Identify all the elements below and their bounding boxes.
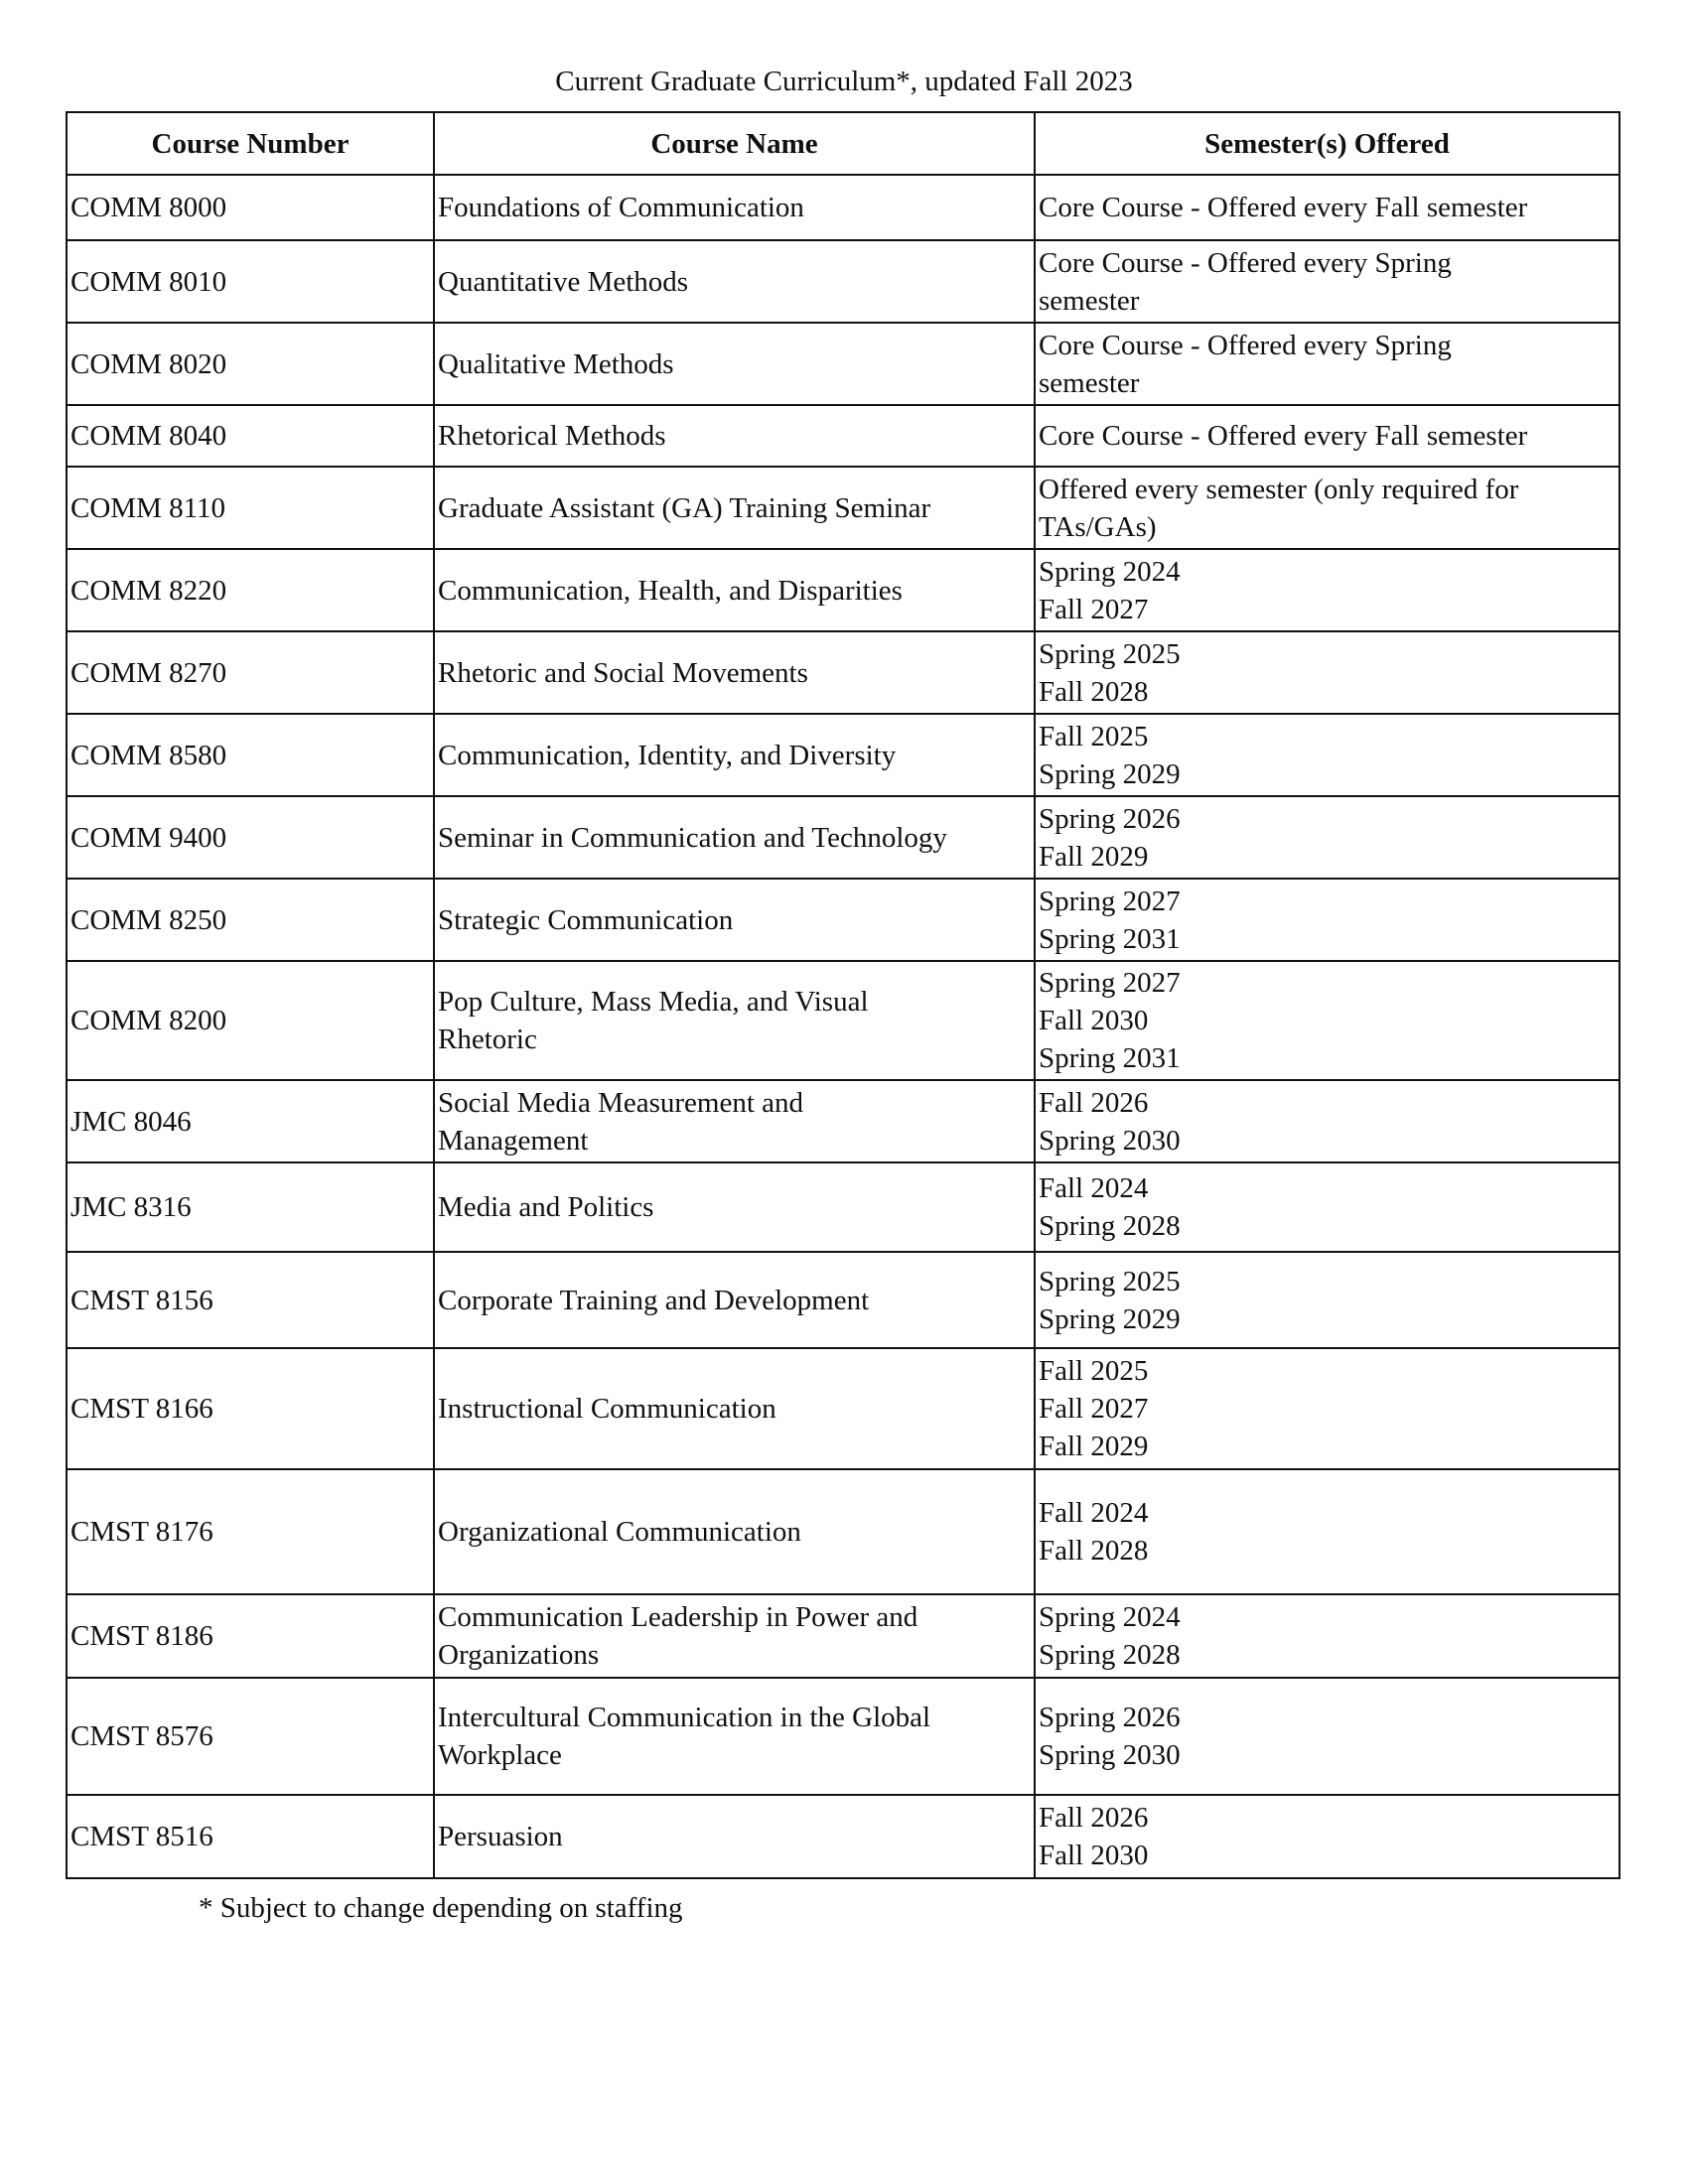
semester-line: Spring 2028	[1039, 1639, 1181, 1671]
table-row	[67, 467, 1619, 549]
course-name-line: Graduate Assistant (GA) Training Seminar	[438, 491, 931, 524]
semester-line: Spring 2026	[1039, 802, 1181, 835]
course-name-cell	[434, 1162, 1035, 1252]
course-name-line: Corporate Training and Development	[438, 1284, 870, 1316]
semesters-offered-cell	[1035, 1678, 1619, 1795]
semesters-offered-cell	[1035, 879, 1619, 961]
table-row	[67, 323, 1619, 405]
semester-line: Spring 2028	[1039, 1210, 1181, 1242]
semester-line: semester	[1039, 284, 1140, 317]
table-row	[67, 1348, 1619, 1469]
course-number-cell: COMM 8110	[67, 467, 434, 549]
course-number-cell: COMM 8020	[67, 323, 434, 405]
semester-line: Spring 2030	[1039, 1124, 1181, 1157]
course-name-cell	[434, 1252, 1035, 1348]
semester-line: Spring 2031	[1039, 922, 1181, 955]
course-name-line: Qualitative Methods	[438, 347, 674, 380]
semesters-offered-cell	[1035, 240, 1619, 323]
table-row	[67, 796, 1619, 879]
course-number-cell: CMST 8176	[67, 1469, 434, 1594]
header-course-number: Course Number	[67, 112, 434, 175]
table-row	[67, 549, 1619, 631]
course-name-line: Seminar in Communication and Technology	[438, 821, 947, 854]
course-number-cell: JMC 8046	[67, 1080, 434, 1162]
course-name-line: Organizations	[438, 1639, 600, 1671]
semester-line: Fall 2025	[1039, 720, 1149, 752]
course-name-cell	[434, 1594, 1035, 1678]
course-number-cell: COMM 8270	[67, 631, 434, 714]
semester-line: Fall 2027	[1039, 1393, 1149, 1425]
course-name-line: Intercultural Communication in the Global	[438, 1702, 931, 1733]
semester-line: Spring 2027	[1039, 967, 1181, 999]
course-name-line: Organizational Communication	[438, 1516, 801, 1548]
semesters-offered-cell	[1035, 1162, 1619, 1252]
course-number-cell: COMM 8040	[67, 405, 434, 467]
semesters-offered-cell	[1035, 1795, 1619, 1878]
course-name-cell	[434, 549, 1035, 631]
semester-line: Fall 2024	[1039, 1172, 1149, 1204]
course-name-cell	[434, 240, 1035, 323]
course-name-cell	[434, 1469, 1035, 1594]
semesters-offered-cell	[1035, 1080, 1619, 1162]
course-name-line: Foundations of Communication	[438, 192, 804, 223]
semester-line: Spring 2024	[1039, 555, 1181, 588]
course-number-cell: CMST 8516	[67, 1795, 434, 1878]
course-name-cell	[434, 631, 1035, 714]
course-name-line: Instructional Communication	[438, 1393, 776, 1425]
course-name-cell	[434, 879, 1035, 961]
course-name-line: Quantitative Methods	[438, 265, 689, 298]
course-number-cell: CMST 8156	[67, 1252, 434, 1348]
course-name-line: Pop Culture, Mass Media, and Visual	[438, 986, 869, 1018]
table-row	[67, 1469, 1619, 1594]
semester-line: Fall 2030	[1039, 1005, 1149, 1036]
semesters-offered-cell	[1035, 405, 1619, 467]
table-row	[67, 714, 1619, 796]
semester-line: Fall 2027	[1039, 593, 1149, 625]
semesters-offered-cell	[1035, 323, 1619, 405]
table-row	[67, 1678, 1619, 1795]
semesters-offered-cell	[1035, 714, 1619, 796]
table-row	[67, 1252, 1619, 1348]
course-number-cell: COMM 8200	[67, 961, 434, 1080]
course-name-line: Communication, Identity, and Diversity	[438, 739, 897, 771]
course-name-cell	[434, 175, 1035, 240]
semester-line: Spring 2030	[1039, 1739, 1181, 1771]
course-number-cell: CMST 8186	[67, 1594, 434, 1678]
semesters-offered-cell	[1035, 961, 1619, 1080]
semesters-offered-cell	[1035, 549, 1619, 631]
course-name-cell	[434, 1678, 1035, 1795]
semester-line: Spring 2029	[1039, 757, 1181, 790]
semester-line: Fall 2030	[1039, 1840, 1149, 1871]
course-name-cell	[434, 467, 1035, 549]
course-name-cell	[434, 1348, 1035, 1469]
semester-line: Fall 2024	[1039, 1497, 1149, 1529]
table-row	[67, 240, 1619, 323]
table-row	[67, 1795, 1619, 1878]
course-name-line: Workplace	[438, 1739, 562, 1771]
semesters-offered-cell	[1035, 1348, 1619, 1469]
semester-line: Spring 2025	[1039, 637, 1181, 670]
semester-line: Core Course - Offered every Fall semester	[1039, 420, 1528, 452]
semester-line: Core Course - Offered every Fall semester	[1039, 192, 1528, 223]
semester-line: Spring 2027	[1039, 885, 1181, 917]
semester-line: Core Course - Offered every Spring	[1039, 246, 1452, 279]
curriculum-table	[66, 111, 1620, 1879]
course-name-line: Communication, Health, and Disparities	[438, 574, 903, 607]
semester-line: Fall 2026	[1039, 1086, 1149, 1119]
course-name-cell	[434, 323, 1035, 405]
semester-line: Fall 2026	[1039, 1802, 1149, 1834]
semester-line: Fall 2028	[1039, 1535, 1149, 1567]
table-row	[67, 631, 1619, 714]
course-name-cell	[434, 961, 1035, 1080]
semester-line: Core Course - Offered every Spring	[1039, 329, 1452, 361]
semester-line: Fall 2025	[1039, 1355, 1149, 1387]
semesters-offered-cell	[1035, 1469, 1619, 1594]
course-name-cell	[434, 1795, 1035, 1878]
semesters-offered-cell	[1035, 467, 1619, 549]
page-title: Current Graduate Curriculum*, updated Fall 2023	[555, 66, 1133, 97]
table-row	[67, 961, 1619, 1080]
course-name-line: Persuasion	[438, 1821, 563, 1852]
course-name-cell	[434, 1080, 1035, 1162]
course-name-cell	[434, 405, 1035, 467]
semester-line: Fall 2028	[1039, 675, 1149, 708]
table-row	[67, 405, 1619, 467]
course-name-line: Media and Politics	[438, 1191, 654, 1223]
course-number-cell: COMM 9400	[67, 796, 434, 879]
semesters-offered-cell	[1035, 1252, 1619, 1348]
semester-line: Offered every semester (only required for	[1039, 473, 1519, 505]
course-name-line: Rhetoric	[438, 1024, 537, 1055]
course-number-cell: COMM 8000	[67, 175, 434, 240]
header-row	[67, 112, 1619, 175]
course-number-cell: CMST 8166	[67, 1348, 434, 1469]
header-course-name: Course Name	[434, 112, 1035, 175]
course-number-cell: COMM 8010	[67, 240, 434, 323]
course-number-cell: CMST 8576	[67, 1678, 434, 1795]
course-name-line: Rhetorical Methods	[438, 420, 666, 452]
table-row	[67, 1162, 1619, 1252]
semester-line: Spring 2029	[1039, 1302, 1181, 1335]
course-number-cell: COMM 8220	[67, 549, 434, 631]
course-name-line: Strategic Communication	[438, 903, 734, 936]
course-name-line: Management	[438, 1124, 589, 1157]
footnote: * Subject to change depending on staffing	[199, 1892, 683, 1924]
semesters-offered-cell	[1035, 796, 1619, 879]
course-name-line: Rhetoric and Social Movements	[438, 656, 808, 689]
semester-line: Fall 2029	[1039, 840, 1149, 873]
semester-line: TAs/GAs)	[1039, 510, 1157, 543]
table-row	[67, 1080, 1619, 1162]
header-semesters-offered: Semester(s) Offered	[1035, 112, 1619, 175]
course-name-cell	[434, 714, 1035, 796]
semester-line: semester	[1039, 366, 1140, 399]
semester-line: Spring 2026	[1039, 1702, 1181, 1733]
table-row	[67, 175, 1619, 240]
table-row	[67, 1594, 1619, 1678]
course-name-line: Communication Leadership in Power and	[438, 1601, 918, 1633]
course-name-cell	[434, 796, 1035, 879]
table-row	[67, 879, 1619, 961]
course-number-cell: COMM 8580	[67, 714, 434, 796]
semester-line: Spring 2024	[1039, 1601, 1181, 1633]
semesters-offered-cell	[1035, 631, 1619, 714]
semester-line: Fall 2029	[1039, 1431, 1149, 1462]
course-number-cell: JMC 8316	[67, 1162, 434, 1252]
course-number-cell: COMM 8250	[67, 879, 434, 961]
semesters-offered-cell	[1035, 175, 1619, 240]
course-name-line: Social Media Measurement and	[438, 1086, 804, 1119]
semester-line: Spring 2025	[1039, 1265, 1181, 1297]
semesters-offered-cell	[1035, 1594, 1619, 1678]
table-body	[67, 175, 1619, 1878]
semester-line: Spring 2031	[1039, 1042, 1181, 1074]
